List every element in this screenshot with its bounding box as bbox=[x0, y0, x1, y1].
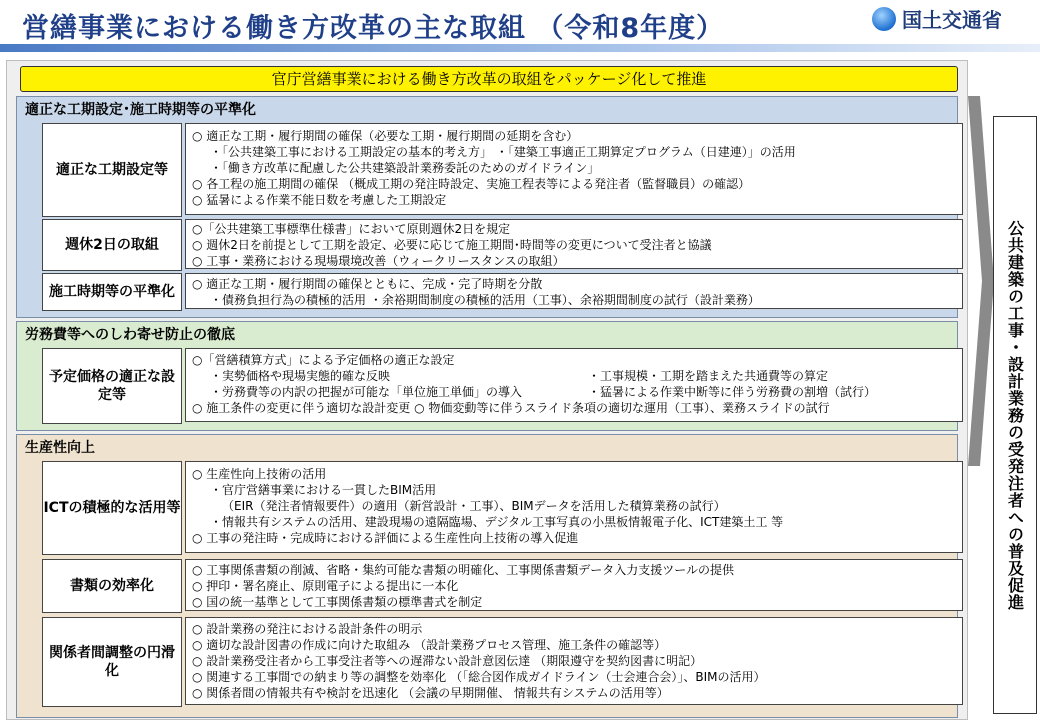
label-ict: ICTの積極的な活用等 bbox=[42, 461, 182, 555]
content-line: ○ 関連する工事間での納まり等の調整を効率化 （「総合図作成ガイドライン（士会連合会）」、BIMの活用） bbox=[192, 670, 766, 684]
content-line: ○ 適正な工期・履行期間の確保とともに、完成・完了時期を分散 bbox=[192, 277, 543, 291]
content-estimated-price bbox=[185, 348, 963, 422]
title-underline bbox=[0, 44, 1040, 52]
content-line: ○ 施工条件の変更に伴う適切な設計変更 ○ 物価変動等に伴うスライド条項の適切な運用（工事）、業務スライドの試行 bbox=[192, 401, 830, 415]
content-line: ○ 工事・業務における現場環境改善（ウィークリースタンスの取組） bbox=[192, 254, 565, 268]
section-labor-cost bbox=[16, 321, 958, 431]
content-line: ○ 設計業務受注者から工事受注者等への遅滞ない設計意図伝達 （期限遵守を契約図書に明記） bbox=[192, 654, 703, 668]
content-coordination bbox=[185, 617, 963, 705]
content-document-efficiency bbox=[185, 559, 963, 611]
section-title: 生産性向上 bbox=[25, 440, 95, 456]
content-line: ○ 適切な設計図書の作成に向けた取組み （設計業務プロセス管理、施工条件の確認等） bbox=[192, 638, 667, 652]
content-line: ○ 設計業務の発注における設計条件の明示 bbox=[192, 622, 423, 636]
content-line: ・情報共有システムの活用、建設現場の遠隔臨場、デジタル工事写真の小黒板情報電子化、ICT建築土工 等 bbox=[210, 515, 784, 529]
label-two-days-off: 週休2日の取組 bbox=[42, 219, 182, 271]
label-leveling: 施工時期等の平準化 bbox=[42, 273, 182, 311]
page-title: 営繕事業における働き方改革の主な取組 （令和8年度） bbox=[22, 13, 725, 44]
content-line: ○「営繕積算方式」による予定価格の適正な設定 bbox=[192, 353, 455, 367]
content-line: ○ 週休2日を前提として工期を設定、必要に応じて施工期間･時間等の変更について受注者と協議 bbox=[192, 238, 712, 252]
section-productivity bbox=[16, 434, 958, 718]
content-two-days-off bbox=[185, 219, 963, 269]
content-line: ○ 押印・署名廃止、原則電子による提出に一本化 bbox=[192, 579, 459, 593]
content-line: ○ 適正な工期・履行期間の確保（必要な工期・履行期間の延期を含む） bbox=[192, 129, 579, 143]
content-line: ○ 国の統一基準として工事関係書類の標準書式を制定 bbox=[192, 595, 483, 609]
content-line: ○ 各工程の施工期間の確保 （概成工期の発注時設定、実施工程表等による発注者（監督職員）の確認） bbox=[192, 177, 751, 191]
content-line: ・実勢価格や現場実態的確な反映 bbox=[210, 369, 391, 383]
content-line: ○ 猛暑による作業不能日数を考慮した工期設定 bbox=[192, 193, 447, 207]
label-document-efficiency: 書類の効率化 bbox=[42, 559, 182, 613]
content-ict bbox=[185, 461, 963, 553]
content-proper-schedule bbox=[185, 123, 963, 215]
package-banner: 官庁営繕事業における働き方改革の取組をパッケージ化して推進 bbox=[20, 66, 958, 92]
content-line: ・猛暑による作業中断等に伴う労務費の割増（試行） bbox=[588, 385, 877, 399]
content-line: ○ 工事の発注時・完成時における評価による生産性向上技術の導入促進 bbox=[192, 531, 579, 545]
side-promotion-box: 公共建築の工事・設計業務の受発注者への普及促進 bbox=[993, 116, 1037, 714]
content-line: （EIR（発注者情報要件）の適用（新営設計・工事）、BIMデータを活用した積算業務の試行） bbox=[222, 499, 726, 513]
section-title: 適正な工期設定･施工時期等の平準化 bbox=[25, 102, 256, 118]
content-line: ○「公共建築工事標準仕様書」において原則週休2日を規定 bbox=[192, 222, 511, 236]
label-proper-schedule: 適正な工期設定等 bbox=[42, 123, 182, 217]
content-line-pair bbox=[192, 368, 956, 384]
content-leveling bbox=[185, 273, 963, 309]
content-line: ・労務費等の内訳の把握が可能な「単位施工単価」の導入 bbox=[210, 385, 523, 399]
content-line: ・工事規模・工期を踏まえた共通費等の算定 bbox=[588, 369, 829, 383]
logo-text: 国土交通省 bbox=[902, 8, 1002, 32]
content-line: ・債務負担行為の積極的活用 ・余裕期間制度の積極的活用（工事）、余裕期間制度の試行（設計業務） bbox=[210, 293, 760, 307]
content-line: ・「公共建築工事における工期設定の基本的考え方」 ・「建築工事適正工期算定プログラム（日建連）」の活用 bbox=[210, 145, 796, 159]
logo-mark-icon bbox=[872, 7, 896, 31]
content-line: ・官庁営繕事業における一貫したBIM活用 bbox=[210, 483, 437, 497]
section-title: 労務費等へのしわ寄せ防止の徹底 bbox=[25, 327, 235, 343]
mlit-logo bbox=[872, 4, 1002, 33]
label-coordination: 関係者間調整の円滑化 bbox=[42, 617, 182, 707]
right-arrow-icon bbox=[966, 96, 996, 466]
label-estimated-price: 予定価格の適正な設定等 bbox=[42, 348, 182, 424]
content-line: ○ 関係者間の情報共有や検討を迅速化 （会議の早期開催、 情報共有システムの活用等） bbox=[192, 686, 669, 700]
content-line: ○ 生産性向上技術の活用 bbox=[192, 467, 327, 481]
content-line: ・「働き方改革に配慮した公共建築設計業務委託のためのガイドライン」 bbox=[210, 161, 600, 175]
section-schedule-leveling bbox=[16, 96, 958, 318]
content-line-pair bbox=[192, 384, 956, 400]
content-line: ○ 工事関係書類の削減、省略・集約可能な書類の明確化、工事関係書類データ入力支援ツールの提供 bbox=[192, 563, 735, 577]
